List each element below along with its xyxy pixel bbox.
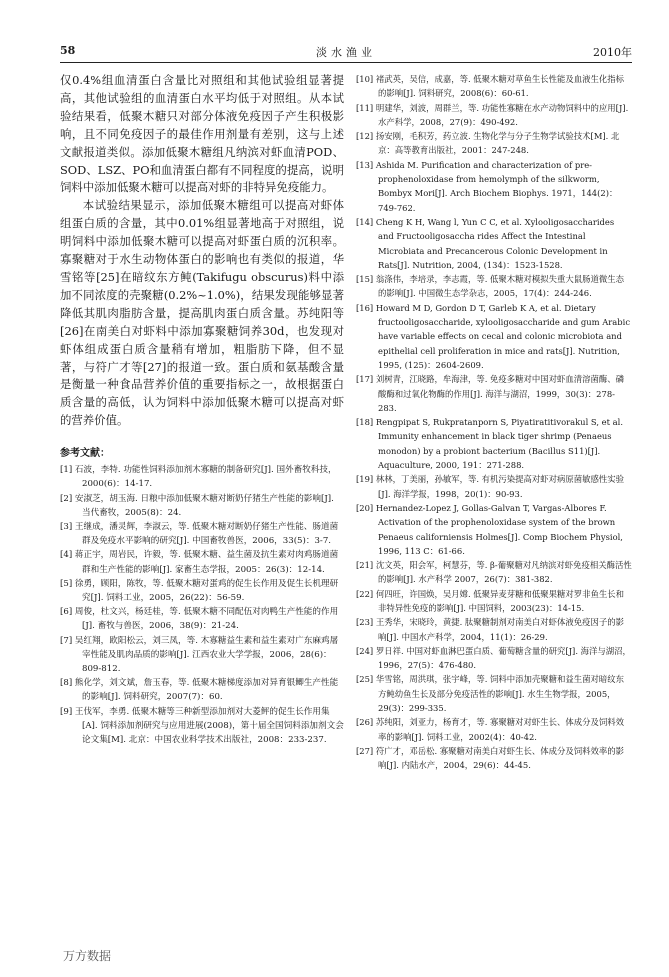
reference-item: [16] Howard M D, Gordon D T, Garleb K A, et al. Dietary fructooligosaccharide, xylooligosaccharide and gum Arabic have variable effects on cecal and colonic microbiota and epithelial cell proliferation in mice and rats[J]. Nutrition, 1995, (125)：2604-2609.	[356, 302, 631, 370]
journal-year: 2010年	[593, 46, 632, 59]
reference-item: [22] 何四旺，许国焕，吴月嫦. 低聚异麦芽糖和低聚果糖对罗非鱼生长和非特异性免疫的影响[J]. 中国饲料，2003(23)：14-15.	[356, 588, 625, 613]
reference-item: [14] Cheng K H, Wang l, Yun C C, et al. Xylooligosaccharides and Fructooligosaccha rides Affect the Intestinal Microbiata and Precancerous Colonic Development in Rats[J]. Nutrition, 2004, (134)：1523-1528.	[356, 216, 615, 270]
journal-title: 淡水渔业	[316, 46, 376, 59]
reference-item: [6] 周俊，杜文兴，杨廷桂，等. 低聚木糖不同配伍对肉鸭生产性能的作用[J]. 畜牧与兽医，2006，38(9)：21-24.	[60, 607, 339, 632]
reference-item: [17] 刘树青，江晓路，牟海津，等. 免疫多糖对中国对虾血清溶菌酶、磷酸酶和过氧化物酶的作用[J]. 海洋与湖沼，1999，30(3)：278-283.	[356, 374, 625, 413]
reference-item: [23] 王秀华，宋晓玲，黄捷. 肽聚糖制剂对南美白对虾体液免疫因子的影响[J]. 中国水产科学，2004，11(1)：26-29.	[356, 617, 625, 642]
reference-item: [25] 华雪铭，周洪琪，张宇峰，等. 饲料中添加壳聚糖和益生菌对暗纹东方鲀幼鱼生长及部分免疫活性的影响[J]. 水生生物学报，2005，29(3)：299-335.	[356, 674, 625, 714]
reference-item: [7] 吴红翔，欧阳松云，刘三凤，等. 木寡糖益生素和益生素对广东麻鸡屠宰性能及肌肉品质的影响[J]. 江西农业大学学报，2006，28(6)：809-812.	[60, 635, 339, 674]
references-list-left	[60, 463, 344, 747]
reference-item: [13] Ashida M. Purification and characterization of pre-prophenoloxidase from hemolymph of the silkworm, Bombyx Mori[J]. Arch Biochem Biophys. 1971，144(2)：749-762.	[356, 159, 618, 213]
reference-item: [27] 符广才，邓岳松. 寡聚糖对南美白对虾生长、体成分及饲料效率的影响[J]. 内陆水产，2004，29(6)：44-45.	[356, 745, 625, 771]
page-number: 58	[60, 44, 76, 57]
left-column	[60, 72, 344, 747]
reference-item: [9] 王伐军，李勇. 低聚木糖等三种新型添加剂对大菱鲆的促生长作用集[A]. 饲料添加剂研究与应用进展(2008)，第十届全国饲料添加剂文会论文集[M]. 北京：中国农业科学技术出版社，2008：233-237.	[60, 706, 344, 745]
reference-item: [26] 苏纯阳，刘亚力，杨育才，等. 寡聚糖对对虾生长、体成分及饲料效率的影响[J]. 饲料工业，2002(4)：40-42.	[356, 717, 625, 742]
references-list-right	[356, 72, 632, 773]
reference-item: [3] 王继成，潘灵辉，李淑云，等. 低聚木糖对断奶仔猪生产性能、肠道菌群及免疫水平影响的研究[J]. 中国畜牧兽医，2006，33(5)：3-7.	[60, 521, 339, 547]
body-paragraph-2: 本试验结果显示，添加低聚木糖组可以提高对虾体组蛋白质的含量，其中0.01%组显著地高于对照组，说明饲料中添加低聚木糖可以提高对虾蛋白质的沉积率。寡聚糖对于水生动物体蛋白的影响也有类似的报道，华雪铭等[25]在暗纹东方鲀(Takifugu obscurus)料中添加不同浓度的壳聚糖(0.2%~1.0%)，结果发现能够显著降低其肌肉脂肪含量，提高肌肉蛋白质含量。苏纯阳等[26]在南美白对虾料中添加寡聚糖饲养30d，也发现对虾体组成蛋白质含量稍有增加，粗脂肪下降，但不显著，与符广才等[27]的报道一致。蛋白质和氨基酸含量是衡量一种食品营养价值的重要指标之一，故根据蛋白质含量的高低，认为饲料中添加低聚木糖可以提高对虾的营养价值。	[60, 198, 344, 428]
reference-item: [19] 林林，丁美丽，孙敏军，等. 有机污染提高对虾对病原菌敏感性实验[J]. 海洋学报，1998，20(1)：90-93.	[356, 474, 625, 499]
right-column	[356, 72, 632, 773]
watermark-text: 万方数据	[63, 949, 112, 963]
reference-item: [11] 明建华，刘波，周群兰，等. 功能性寡糖在水产动物饲料中的应用[J]. 水产科学，2008，27(9)：490-492.	[356, 102, 629, 127]
reference-item: [18] Rengpipat S, Rukpratanporn S, Piyatiratitivorakul S, et al. Immunity enhancement in black tiger shrimp (Penaeus monodon) by a probiont bacterium (Bacillus S11)[J]. Aquaculture, 2000, 191：271-288.	[356, 417, 623, 471]
reference-item: [8] 熊化学，刘文斌，詹玉春，等. 低聚木糖梯度添加对异育银鲫生产性能的影响[J]. 饲料研究，2007(7)：60.	[60, 678, 339, 703]
reference-item: [12] 扬安刚，毛积芳，药立波. 生物化学与分子生物学试验技术[M]. 北京：高等教育出版社，2001：247-248.	[356, 131, 620, 156]
page-header	[60, 44, 632, 60]
reference-item: [24] 罗日祥. 中国对虾血淋巴蛋白质、葡萄糖含量的研究[J]. 海洋与湖沼，1996，27(5)：476-480.	[356, 645, 631, 671]
reference-item: [4] 蒋正宇，周岩民，许毅，等. 低聚木糖、益生菌及抗生素对肉鸡肠道菌群和生产性能的影响[J]. 家畜生态学报，2005：26(3)：12-14.	[60, 550, 339, 575]
reference-item: [15] 翁涤伟，李培录，李志霞，等. 低聚木糖对模拟失重大鼠肠道微生态的影响[J]. 中国微生态学杂志，2005，17(4)：244-246.	[356, 274, 625, 299]
reference-item: [21] 沈文英，阳会军，柯慧芬，等. β-葡聚糖对凡纳滨对虾免疫相关酶活性的影响[J]. 水产科学 2007，26(7)：381-382.	[356, 560, 632, 585]
reference-item: [20] Hernandez-Lopez J, Gollas-Galvan T, Vargas-Albores F. Activation of the prophenoloxidase system of the brown Penaeus californiensis Holmes[J]. Comp Biochem Physiol, 1996, 113 C：61-66.	[356, 502, 623, 556]
header-rule	[60, 62, 632, 63]
reference-item: [10] 褚武英，吴信，成嘉，等. 低聚木糖对草鱼生长性能及血液生化指标的影响[J]. 饲料研究，2008(6)：60-61.	[356, 74, 625, 99]
references-title: 参考文献：	[60, 448, 110, 460]
reference-item: [5] 徐勇，顾阳，陈牧，等. 低聚木糖对蛋鸡的促生长作用及促生长机理研究[J]. 饲料工业，2005，26(22)：56-59.	[60, 578, 339, 603]
reference-item: [1] 石波，李特. 功能性饲料添加剂木寡糖的制备研究[J]. 国外畜牧科技，2000(6)：14-17.	[60, 465, 337, 490]
reference-item: [2] 安淑芝，胡玉海. 日粮中添加低聚木糖对断奶仔猪生产性能的影响[J]. 当代畜牧，2005(8)：24.	[60, 493, 334, 518]
body-paragraph-1: 仅0.4%组血清蛋白含量比对照组和其他试验组显著提高，其他试验组的血清蛋白水平均低于对照组。从本试验结果看，低聚木糖只对部分体液免疫因子产生积极影响，且不同免疫因子的最佳作用剂量有差别，这与上述文献报道类似。添加低聚木糖组凡纳滨对虾血清POD、SOD、LSZ、PO和血清蛋白都有不同程度的提高，说明饲料中添加低聚木糖可以提高对虾的非特异免疫能力。	[60, 73, 344, 195]
